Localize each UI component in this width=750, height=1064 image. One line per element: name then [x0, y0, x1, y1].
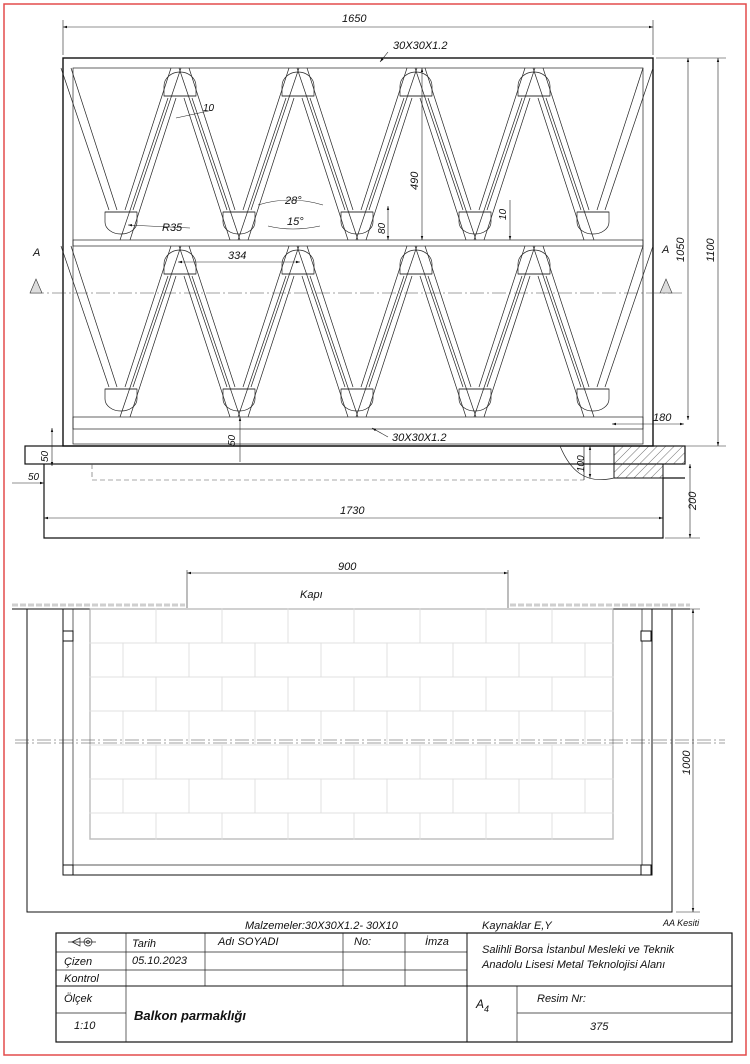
dim-490: 490	[409, 171, 421, 190]
post-top-left	[63, 631, 73, 641]
dim-50-left-v: 50	[40, 450, 51, 462]
floor-tile	[156, 813, 222, 839]
drawing-title: Balkon parmaklığı	[134, 1008, 246, 1023]
radius-r35: R35	[162, 222, 183, 234]
balcony-outline	[27, 609, 672, 912]
scale-label: Ölçek	[64, 993, 93, 1005]
floor-tile	[90, 745, 156, 779]
floor-tile	[585, 779, 613, 813]
floor-tile	[90, 677, 156, 711]
floor-tile	[354, 609, 420, 643]
floor-tile	[288, 677, 354, 711]
angle-15: 15°	[287, 216, 304, 228]
railing-outline-outer	[63, 609, 652, 875]
dim-50-rail: 50	[227, 434, 238, 446]
floor-tile	[321, 643, 387, 677]
dim-bar-10: 10	[203, 103, 215, 114]
bar-bottom-loop	[223, 389, 255, 411]
bar-bottom-loop	[459, 212, 491, 234]
row-drawn: Çizen	[64, 956, 93, 968]
hidden-slab-line	[92, 464, 584, 480]
post-bottom-right	[641, 865, 651, 875]
floor-tile	[288, 745, 354, 779]
school-line-1: Salihli Borsa İstanbul Mesleki ve Teknik	[482, 944, 675, 956]
floor-tile	[420, 813, 486, 839]
paper-size: A	[476, 997, 485, 1011]
drawing-no-label: Resim Nr:	[537, 993, 586, 1005]
dim-bar-10-right: 10	[498, 208, 509, 220]
angle-28: 28°	[285, 195, 302, 207]
post-top-right	[641, 631, 651, 641]
post-bottom-left	[63, 865, 73, 875]
section-mark-right: A	[662, 244, 670, 256]
bar-bottom-loop	[459, 389, 491, 411]
floor-tile	[156, 745, 222, 779]
floor-tile	[288, 609, 354, 643]
floor-tile	[552, 609, 613, 643]
row-check: Kontrol	[64, 973, 99, 985]
door-label: Kapı	[300, 589, 323, 601]
dim-80: 80	[377, 222, 388, 234]
floor-tile	[519, 779, 585, 813]
bar-bottom-loop	[105, 389, 137, 411]
dim-width-1650: 1650	[342, 13, 367, 25]
floor-tile	[255, 779, 321, 813]
bar-bottom-loop	[577, 212, 609, 234]
floor-tile	[552, 813, 613, 839]
plan-view	[12, 561, 725, 928]
floor-tile	[387, 779, 453, 813]
bar-bottom-loop	[577, 389, 609, 411]
drawing-no: 375	[590, 1021, 609, 1033]
floor-tile	[519, 643, 585, 677]
floor-area	[90, 609, 613, 839]
dim-height-1050: 1050	[675, 237, 687, 262]
dim-200: 200	[687, 491, 699, 510]
floor-tile	[189, 643, 255, 677]
floor-tile	[486, 745, 552, 779]
floor-tile	[222, 745, 288, 779]
section-label-aa: AA Kesiti	[663, 918, 700, 928]
dim-depth-1000: 1000	[681, 750, 693, 775]
school-line-2: Anadolu Lisesi Metal Teknolojisi Alanı	[482, 959, 666, 971]
floor-tile	[123, 779, 189, 813]
floor-tile	[420, 609, 486, 643]
row-drawn-date: 05.10.2023	[132, 955, 188, 967]
floor-tile	[354, 813, 420, 839]
title-block	[56, 920, 732, 1042]
floor-tile	[288, 813, 354, 839]
floor-tile	[90, 609, 156, 643]
dim-door-900: 900	[338, 561, 357, 573]
floor-tile	[90, 813, 156, 839]
middle-rail	[73, 240, 643, 246]
dim-180: 180	[653, 412, 672, 424]
front-view	[12, 13, 726, 538]
floor-tile	[453, 779, 519, 813]
floor-tile	[420, 745, 486, 779]
profile-label-top: 30X30X1.2	[393, 40, 448, 52]
floor-tile	[387, 643, 453, 677]
col-sign: İmza	[425, 936, 449, 948]
paper-size-sub: 4	[484, 1004, 490, 1014]
bar-bottom-loop	[105, 212, 137, 234]
projection-symbol-icon	[68, 938, 96, 946]
floor-tile	[321, 779, 387, 813]
railing-frame-inner	[73, 68, 643, 444]
bottom-rail	[73, 417, 643, 429]
floor-tile	[222, 677, 288, 711]
floor-tile	[552, 677, 613, 711]
sheet-border	[4, 4, 746, 1055]
floor-tile	[90, 779, 123, 813]
materials-text: Malzemeler:30X30X1.2- 30X10	[245, 920, 398, 932]
floor-tile	[453, 643, 519, 677]
floor-tile	[156, 677, 222, 711]
bar-bottom-loop	[341, 212, 373, 234]
floor-tile	[552, 745, 613, 779]
slab-hatch	[614, 446, 685, 478]
floor-tile	[486, 677, 552, 711]
floor-tile	[486, 813, 552, 839]
floor-tile	[420, 677, 486, 711]
sources-text: Kaynaklar E,Y	[482, 920, 552, 932]
floor-tile	[123, 643, 189, 677]
section-mark-left: A	[33, 247, 41, 259]
slab-section	[44, 464, 685, 538]
floor-tile	[189, 779, 255, 813]
floor-tile	[222, 609, 288, 643]
dim-pitch-334: 334	[228, 250, 247, 262]
dim-100: 100	[576, 455, 587, 472]
floor-tile	[354, 745, 420, 779]
profile-label-bottom: 30X30X1.2	[392, 432, 447, 444]
col-no: No:	[354, 936, 372, 948]
scale-value: 1:10	[74, 1020, 96, 1032]
col-date: Tarih	[132, 938, 157, 950]
floor-tile	[156, 609, 222, 643]
dim-1730: 1730	[340, 505, 365, 517]
floor-tile	[90, 643, 123, 677]
bar-bottom-loop	[223, 212, 255, 234]
col-name: Adı SOYADI	[218, 936, 279, 948]
floor-tile	[585, 643, 613, 677]
dim-height-1100: 1100	[705, 238, 717, 262]
bar-bottom-loop	[341, 389, 373, 411]
railing-frame-outer	[63, 58, 653, 446]
floor-tile	[486, 609, 552, 643]
floor-tile	[354, 677, 420, 711]
floor-tile	[255, 643, 321, 677]
floor-tile	[222, 813, 288, 839]
dim-50-left-h: 50	[28, 472, 40, 483]
